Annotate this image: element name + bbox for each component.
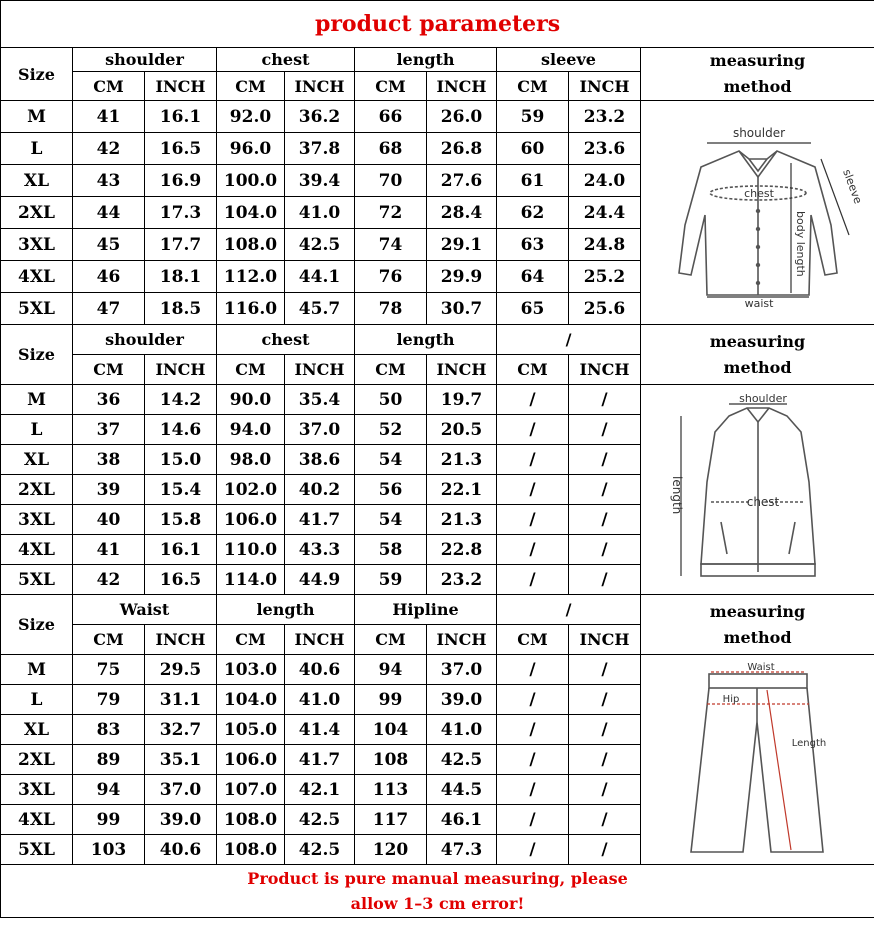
title-row [1, 1, 874, 48]
size-cell: 4XL [1, 535, 73, 565]
value-cell: 112.0 [217, 261, 285, 293]
value-cell: 16.1 [145, 101, 217, 133]
value-cell: 56 [355, 475, 427, 505]
value-cell: / [497, 535, 569, 565]
waist-label: waist [744, 296, 773, 310]
value-cell: / [497, 685, 569, 715]
group-header: length [355, 48, 497, 72]
value-cell: 103.0 [217, 655, 285, 685]
size-cell: 3XL [1, 505, 73, 535]
value-cell: 60 [497, 133, 569, 165]
value-cell: 37 [73, 415, 145, 445]
value-cell: 64 [497, 261, 569, 293]
value-cell: 104 [355, 715, 427, 745]
size-cell: 5XL [1, 293, 73, 325]
value-cell: / [569, 805, 641, 835]
value-cell: 108 [355, 745, 427, 775]
value-cell: 36 [73, 385, 145, 415]
value-cell: 35.4 [285, 385, 355, 415]
pants-length-label: Length [791, 737, 826, 749]
unit-header: CM [497, 72, 569, 101]
value-cell: 19.7 [427, 385, 497, 415]
value-cell: / [497, 385, 569, 415]
value-cell: 25.6 [569, 293, 641, 325]
unit-header: INCH [427, 72, 497, 101]
value-cell: / [569, 715, 641, 745]
page-title: product parameters [1, 1, 874, 48]
value-cell: 42.5 [285, 835, 355, 865]
value-cell: 117 [355, 805, 427, 835]
value-cell: 14.6 [145, 415, 217, 445]
value-cell: / [569, 535, 641, 565]
size-cell: 3XL [1, 775, 73, 805]
value-cell: 99 [355, 685, 427, 715]
value-cell: 18.1 [145, 261, 217, 293]
value-cell: 78 [355, 293, 427, 325]
value-cell: 38.6 [285, 445, 355, 475]
value-cell: 108.0 [217, 229, 285, 261]
value-cell: 45 [73, 229, 145, 261]
value-cell: / [569, 685, 641, 715]
size-cell: XL [1, 165, 73, 197]
value-cell: 39 [73, 475, 145, 505]
value-cell: 23.6 [569, 133, 641, 165]
size-cell: 5XL [1, 835, 73, 865]
value-cell: 27.6 [427, 165, 497, 197]
value-cell: 103 [73, 835, 145, 865]
unit-header: INCH [285, 625, 355, 655]
method-line: measuring [709, 331, 806, 351]
value-cell: 41 [73, 101, 145, 133]
value-cell: 58 [355, 535, 427, 565]
value-cell: 47.3 [427, 835, 497, 865]
value-cell: 43 [73, 165, 145, 197]
value-cell: 100.0 [217, 165, 285, 197]
size-cell: L [1, 133, 73, 165]
value-cell: 41 [73, 535, 145, 565]
value-cell: 42 [73, 565, 145, 595]
unit-header: INCH [569, 625, 641, 655]
unit-header: CM [73, 72, 145, 101]
value-cell: 38 [73, 445, 145, 475]
method-line: method [723, 627, 792, 647]
value-cell: 42.5 [285, 805, 355, 835]
value-cell: 116.0 [217, 293, 285, 325]
unit-header: CM [73, 355, 145, 385]
value-cell: 54 [355, 445, 427, 475]
unit-header: INCH [427, 625, 497, 655]
value-cell: 41.0 [285, 685, 355, 715]
value-cell: / [497, 415, 569, 445]
value-cell: 114.0 [217, 565, 285, 595]
unit-header: CM [217, 625, 285, 655]
value-cell: 75 [73, 655, 145, 685]
value-cell: 94 [355, 655, 427, 685]
value-cell: 42 [73, 133, 145, 165]
size-cell: XL [1, 715, 73, 745]
value-cell: 79 [73, 685, 145, 715]
value-cell: / [569, 565, 641, 595]
value-cell: 47 [73, 293, 145, 325]
group-header: / [497, 325, 641, 355]
value-cell: / [497, 805, 569, 835]
size-cell: M [1, 101, 73, 133]
value-cell: 36.2 [285, 101, 355, 133]
value-cell: 40.2 [285, 475, 355, 505]
value-cell: 106.0 [217, 745, 285, 775]
value-cell: 39.0 [427, 685, 497, 715]
table-row [1, 655, 874, 685]
value-cell: 110.0 [217, 535, 285, 565]
value-cell: 18.5 [145, 293, 217, 325]
value-cell: 42.5 [285, 229, 355, 261]
value-cell: / [497, 745, 569, 775]
group-header: Hipline [355, 595, 497, 625]
group-header: chest [217, 48, 355, 72]
value-cell: 46 [73, 261, 145, 293]
value-cell: / [497, 835, 569, 865]
value-cell: 41.0 [427, 715, 497, 745]
value-cell: 24.8 [569, 229, 641, 261]
value-cell: 15.8 [145, 505, 217, 535]
value-cell: 74 [355, 229, 427, 261]
value-cell: 26.8 [427, 133, 497, 165]
unit-header: CM [355, 72, 427, 101]
error-note-line: Product is pure manual measuring, please [247, 869, 628, 888]
method-line: method [723, 77, 792, 96]
group-header: chest [217, 325, 355, 355]
value-cell: 45.7 [285, 293, 355, 325]
value-cell: 46.1 [427, 805, 497, 835]
method-line: method [723, 357, 792, 377]
unit-header: INCH [569, 355, 641, 385]
body-length-label: body length [793, 210, 807, 277]
value-cell: 16.5 [145, 565, 217, 595]
value-cell: 44.9 [285, 565, 355, 595]
group-header: shoulder [73, 48, 217, 72]
value-cell: 42.5 [427, 745, 497, 775]
value-cell: 39.0 [145, 805, 217, 835]
value-cell: 44.5 [427, 775, 497, 805]
value-cell: 44 [73, 197, 145, 229]
size-cell: M [1, 655, 73, 685]
value-cell: 99 [73, 805, 145, 835]
value-cell: 23.2 [569, 101, 641, 133]
value-cell: 39.4 [285, 165, 355, 197]
value-cell: 17.3 [145, 197, 217, 229]
value-cell: 43.3 [285, 535, 355, 565]
value-cell: 29.1 [427, 229, 497, 261]
value-cell: 65 [497, 293, 569, 325]
value-cell: 16.5 [145, 133, 217, 165]
group-header: length [217, 595, 355, 625]
table-row [1, 385, 874, 415]
value-cell: 37.0 [145, 775, 217, 805]
value-cell: 120 [355, 835, 427, 865]
error-note-line: allow 1–3 cm error! [350, 894, 525, 913]
size-header: Size [1, 595, 73, 655]
value-cell: 41.4 [285, 715, 355, 745]
value-cell: 92.0 [217, 101, 285, 133]
value-cell: 42.1 [285, 775, 355, 805]
unit-header: CM [217, 355, 285, 385]
value-cell: 37.0 [285, 415, 355, 445]
shoulder-label: shoulder [732, 125, 785, 140]
value-cell: 40.6 [145, 835, 217, 865]
pants-header-row [1, 595, 874, 625]
value-cell: 15.4 [145, 475, 217, 505]
value-cell: 104.0 [217, 197, 285, 229]
pants-waist-label: Waist [746, 661, 775, 673]
unit-header: INCH [145, 72, 217, 101]
value-cell: 41.7 [285, 745, 355, 775]
unit-header: INCH [145, 355, 217, 385]
unit-header: CM [217, 72, 285, 101]
size-cell: L [1, 415, 73, 445]
unit-header: INCH [145, 625, 217, 655]
value-cell: 104.0 [217, 685, 285, 715]
group-header: length [355, 325, 497, 355]
unit-header: INCH [285, 72, 355, 101]
value-cell: 106.0 [217, 505, 285, 535]
unit-header: INCH [569, 72, 641, 101]
value-cell: 15.0 [145, 445, 217, 475]
value-cell: / [497, 775, 569, 805]
size-cell: M [1, 385, 73, 415]
measuring-method-header [641, 595, 874, 655]
value-cell: 40.6 [285, 655, 355, 685]
unit-header: CM [73, 625, 145, 655]
value-cell: 21.3 [427, 445, 497, 475]
value-cell: 59 [355, 565, 427, 595]
value-cell: 22.1 [427, 475, 497, 505]
error-note [1, 865, 874, 918]
measuring-method-header [641, 325, 874, 385]
value-cell: / [497, 445, 569, 475]
unit-header: CM [497, 355, 569, 385]
value-cell: 108.0 [217, 835, 285, 865]
size-cell: 2XL [1, 745, 73, 775]
vest-diagram-cell [641, 385, 874, 595]
value-cell: 108.0 [217, 805, 285, 835]
shirt-diagram [651, 115, 865, 311]
shirt-header-row [1, 48, 874, 72]
value-cell: 90.0 [217, 385, 285, 415]
size-header: Size [1, 48, 73, 101]
value-cell: 23.2 [427, 565, 497, 595]
value-cell: / [497, 655, 569, 685]
value-cell: 76 [355, 261, 427, 293]
size-cell: XL [1, 445, 73, 475]
value-cell: 63 [497, 229, 569, 261]
size-cell: 3XL [1, 229, 73, 261]
value-cell: 68 [355, 133, 427, 165]
pants-diagram-cell [641, 655, 874, 865]
value-cell: 89 [73, 745, 145, 775]
group-header: / [497, 595, 641, 625]
size-cell: 4XL [1, 805, 73, 835]
value-cell: 30.7 [427, 293, 497, 325]
sleeve-label: sleeve [839, 167, 865, 205]
value-cell: 107.0 [217, 775, 285, 805]
shirt-diagram-cell [641, 101, 874, 325]
value-cell: 102.0 [217, 475, 285, 505]
value-cell: / [497, 505, 569, 535]
method-line: measuring [709, 51, 806, 70]
unit-header: INCH [427, 355, 497, 385]
value-cell: 62 [497, 197, 569, 229]
value-cell: 24.0 [569, 165, 641, 197]
vest-length-label: length [669, 475, 684, 514]
value-cell: 96.0 [217, 133, 285, 165]
value-cell: / [569, 655, 641, 685]
value-cell: / [569, 745, 641, 775]
pants-diagram [651, 662, 865, 858]
value-cell: 70 [355, 165, 427, 197]
value-cell: 41.0 [285, 197, 355, 229]
value-cell: 98.0 [217, 445, 285, 475]
value-cell: 28.4 [427, 197, 497, 229]
size-cell: 2XL [1, 197, 73, 229]
value-cell: 105.0 [217, 715, 285, 745]
vest-header-row [1, 325, 874, 355]
size-cell: 2XL [1, 475, 73, 505]
value-cell: 35.1 [145, 745, 217, 775]
value-cell: 59 [497, 101, 569, 133]
group-header: sleeve [497, 48, 641, 72]
footer-row [1, 865, 874, 918]
value-cell: 32.7 [145, 715, 217, 745]
value-cell: 31.1 [145, 685, 217, 715]
method-line: measuring [709, 601, 806, 621]
measuring-method-header [641, 48, 874, 101]
value-cell: 83 [73, 715, 145, 745]
value-cell: 16.9 [145, 165, 217, 197]
unit-header: CM [355, 355, 427, 385]
value-cell: / [569, 415, 641, 445]
value-cell: / [569, 385, 641, 415]
value-cell: / [569, 505, 641, 535]
value-cell: 113 [355, 775, 427, 805]
value-cell: 66 [355, 101, 427, 133]
size-cell: L [1, 685, 73, 715]
value-cell: / [569, 475, 641, 505]
table-row [1, 101, 874, 133]
group-header: Waist [73, 595, 217, 625]
vest-chest-label: chest [746, 494, 779, 509]
value-cell: 20.5 [427, 415, 497, 445]
size-cell: 4XL [1, 261, 73, 293]
value-cell: 54 [355, 505, 427, 535]
value-cell: 41.7 [285, 505, 355, 535]
value-cell: 40 [73, 505, 145, 535]
vest-shoulder-label: shoulder [738, 391, 787, 405]
value-cell: 16.1 [145, 535, 217, 565]
value-cell: / [569, 445, 641, 475]
pants-hip-label: Hip [722, 693, 739, 705]
value-cell: 37.8 [285, 133, 355, 165]
value-cell: / [569, 835, 641, 865]
value-cell: 17.7 [145, 229, 217, 261]
value-cell: 29.5 [145, 655, 217, 685]
value-cell: / [497, 715, 569, 745]
chest-label: chest [743, 186, 774, 200]
value-cell: / [569, 775, 641, 805]
value-cell: 72 [355, 197, 427, 229]
value-cell: 14.2 [145, 385, 217, 415]
value-cell: 50 [355, 385, 427, 415]
value-cell: 52 [355, 415, 427, 445]
size-cell: 5XL [1, 565, 73, 595]
value-cell: 94 [73, 775, 145, 805]
value-cell: 25.2 [569, 261, 641, 293]
value-cell: 26.0 [427, 101, 497, 133]
value-cell: 94.0 [217, 415, 285, 445]
value-cell: 22.8 [427, 535, 497, 565]
value-cell: 44.1 [285, 261, 355, 293]
unit-header: CM [497, 625, 569, 655]
unit-header: INCH [285, 355, 355, 385]
value-cell: 61 [497, 165, 569, 197]
value-cell: / [497, 565, 569, 595]
group-header: shoulder [73, 325, 217, 355]
value-cell: / [497, 475, 569, 505]
size-header: Size [1, 325, 73, 385]
value-cell: 29.9 [427, 261, 497, 293]
value-cell: 21.3 [427, 505, 497, 535]
value-cell: 37.0 [427, 655, 497, 685]
value-cell: 24.4 [569, 197, 641, 229]
unit-header: CM [355, 625, 427, 655]
vest-diagram [651, 392, 865, 588]
